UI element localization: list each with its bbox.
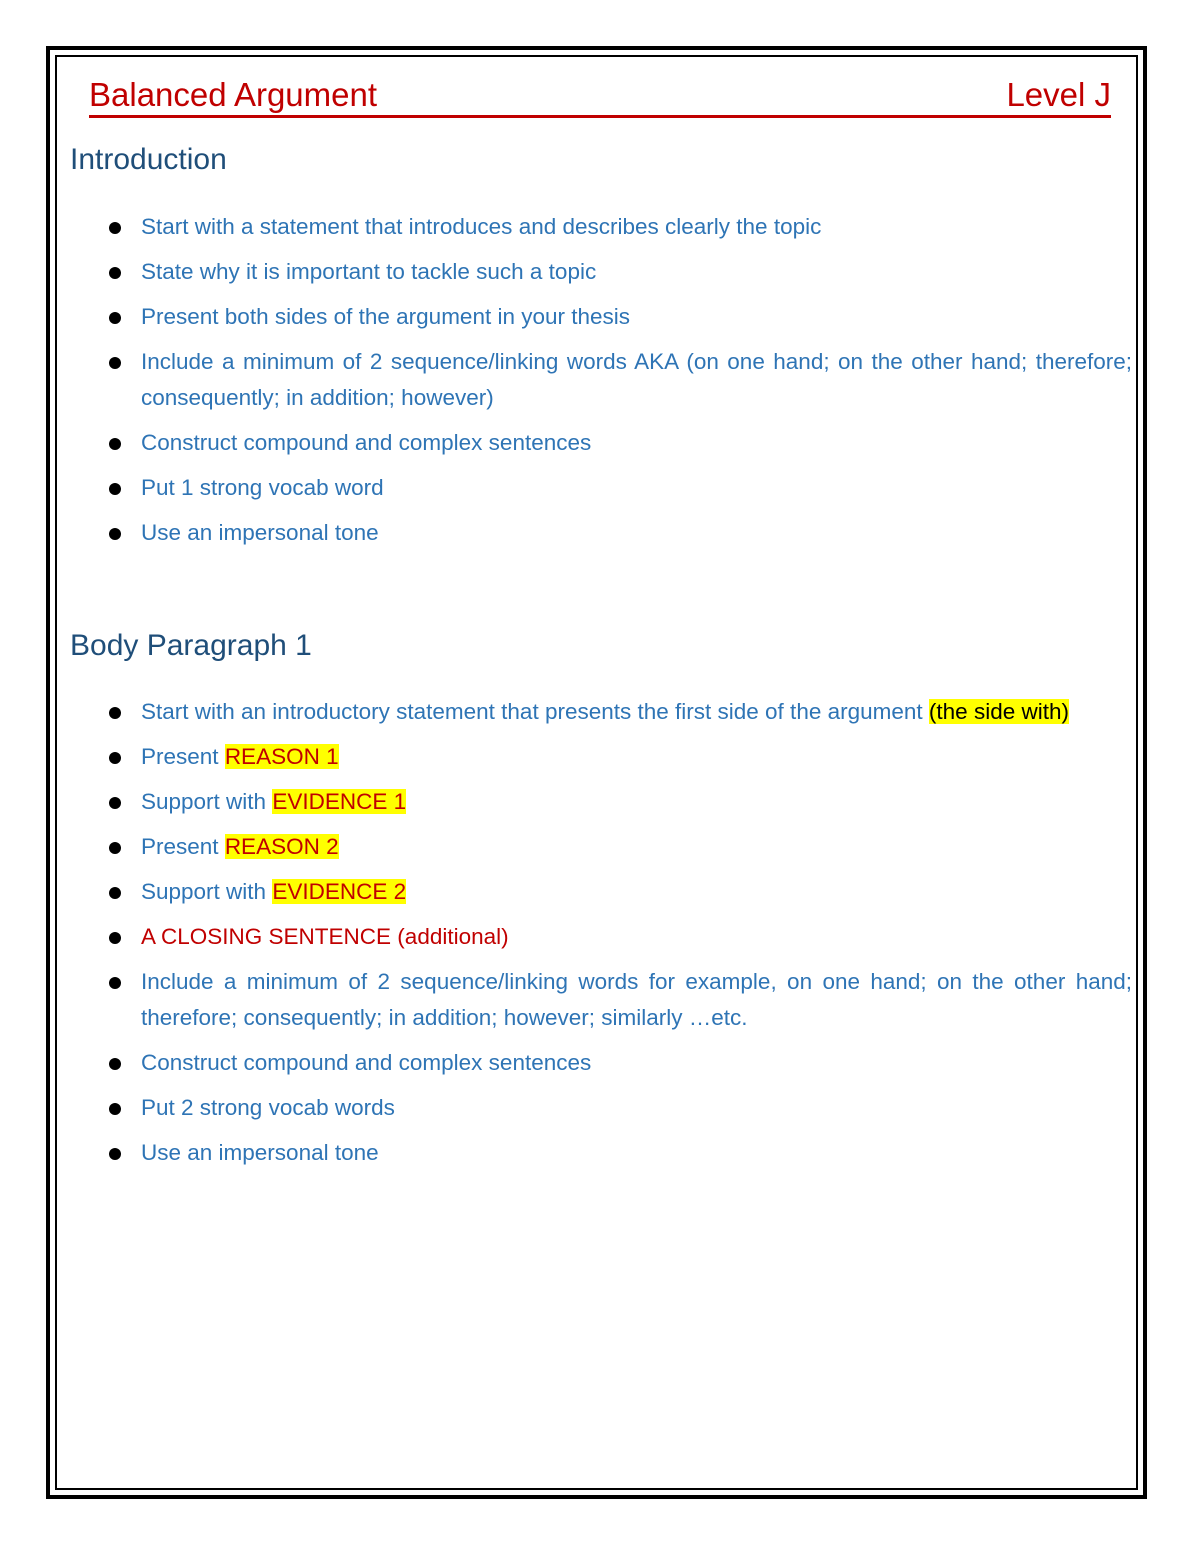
bullet-icon bbox=[109, 932, 121, 944]
list-item: Construct compound and complex sentences bbox=[100, 425, 1132, 461]
bullet-icon bbox=[109, 312, 121, 324]
document-title: Balanced Argument bbox=[89, 76, 378, 113]
list-item: Support with EVIDENCE 2 bbox=[100, 874, 1132, 910]
list-item: Put 1 strong vocab word bbox=[100, 470, 1132, 506]
list-item: Include a minimum of 2 sequence/linking words AKA (on one hand; on the other hand; therefore; consequently; in addition; however) bbox=[100, 344, 1132, 416]
list-item: Construct compound and complex sentences bbox=[100, 1045, 1132, 1081]
bullet-icon bbox=[109, 1058, 121, 1070]
introduction-list bbox=[100, 209, 1132, 560]
list-item: State why it is important to tackle such a topic bbox=[100, 254, 1132, 290]
list-item: Start with a statement that introduces and describes clearly the topic bbox=[100, 209, 1132, 245]
list-item: Use an impersonal tone bbox=[100, 515, 1132, 551]
reason-2-highlight: REASON 2 bbox=[224, 834, 339, 859]
introduction-heading: Introduction bbox=[70, 143, 227, 176]
list-item: Present REASON 1 bbox=[100, 739, 1132, 775]
evidence-1-highlight: EVIDENCE 1 bbox=[272, 789, 407, 814]
bullet-icon bbox=[109, 438, 121, 450]
bullet-icon bbox=[109, 887, 121, 899]
list-item: Include a minimum of 2 sequence/linking words for example, on one hand; on the other hand; therefore; consequently; in addition; however; similarly …etc. bbox=[100, 964, 1132, 1036]
list-item: Present REASON 2 bbox=[100, 829, 1132, 865]
bullet-icon bbox=[109, 267, 121, 279]
bullet-icon bbox=[109, 1148, 121, 1160]
evidence-2-highlight: EVIDENCE 2 bbox=[272, 879, 407, 904]
title-row bbox=[89, 74, 1111, 118]
level-label: Level J bbox=[1006, 76, 1111, 113]
bullet-icon bbox=[109, 977, 121, 989]
highlighted-text: (the side with) bbox=[928, 699, 1069, 724]
bullet-icon bbox=[109, 797, 121, 809]
bullet-icon bbox=[109, 842, 121, 854]
bullet-icon bbox=[109, 752, 121, 764]
bullet-icon bbox=[109, 357, 121, 369]
list-item: Present both sides of the argument in your thesis bbox=[100, 299, 1132, 335]
bullet-icon bbox=[109, 707, 121, 719]
reason-1-highlight: REASON 1 bbox=[224, 744, 339, 769]
bullet-icon bbox=[109, 528, 121, 540]
list-item: A CLOSING SENTENCE (additional) bbox=[100, 919, 1132, 955]
list-item: Support with EVIDENCE 1 bbox=[100, 784, 1132, 820]
bullet-icon bbox=[109, 1103, 121, 1115]
body-paragraph-1-list bbox=[100, 694, 1132, 1180]
list-item: Put 2 strong vocab words bbox=[100, 1090, 1132, 1126]
bullet-icon bbox=[109, 222, 121, 234]
body-paragraph-1-heading: Body Paragraph 1 bbox=[70, 629, 312, 662]
bullet-icon bbox=[109, 483, 121, 495]
list-item: Start with an introductory statement that presents the first side of the argument (the side with) bbox=[100, 694, 1132, 730]
list-item: Use an impersonal tone bbox=[100, 1135, 1132, 1171]
